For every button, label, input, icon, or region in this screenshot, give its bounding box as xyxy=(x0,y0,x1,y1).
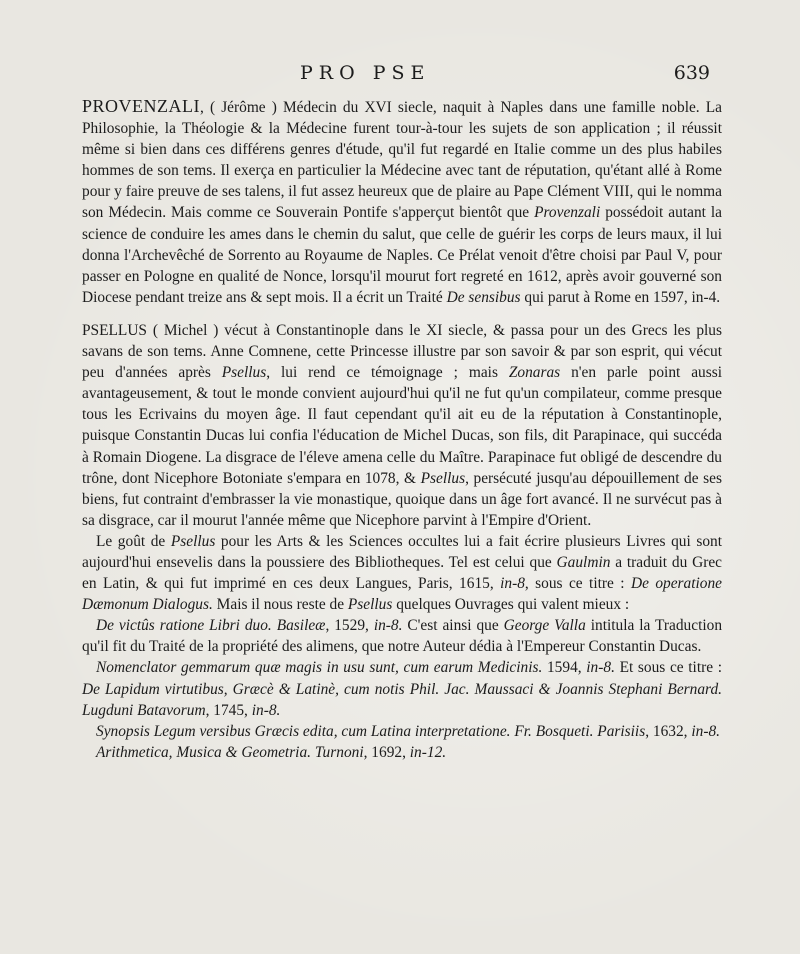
para-text: pour les Arts & les Sciences occultes lui a fait écrire plusieurs Livres qui sont aujourd'hui ensevelis dans la poussiere des Bibliotheques. Tel est celui que xyxy=(82,532,722,571)
cite-text: C'est ainsi que xyxy=(402,617,504,635)
cite-text: Et sous ce titre : xyxy=(614,659,722,677)
entry-text: , lui rend ce témoignage ; mais xyxy=(266,364,509,382)
italic-name: Provenzali xyxy=(534,204,601,222)
italic-title: De victûs ratione Libri duo. Basileæ xyxy=(96,617,326,635)
para-text: quelques Ouvrages qui valent mieux : xyxy=(392,596,630,614)
italic-title: Nomenclator gemmarum quæ magis in usu sunt, cum earum Medicinis. xyxy=(96,659,543,677)
italic-name: Psellus xyxy=(347,596,393,614)
italic-name: Psellus xyxy=(170,532,216,550)
italic-format: in-8. xyxy=(586,659,615,677)
entry-psellus xyxy=(82,320,722,531)
italic-format: in-8. xyxy=(251,701,281,719)
cite-text: intitula la Traduction qu'il fit du Traité de la propriété des alimens, que notre Auteur dédia à l'Empereur Constantin Ducas. xyxy=(82,617,723,656)
italic-format: in-8. xyxy=(373,617,403,635)
italic-name: Gaulmin xyxy=(556,553,611,571)
para-text: a traduit du Grec en Latin, & qui fut imprimé en ces deux Langues, Paris, 1615, xyxy=(82,553,722,593)
citation-victus xyxy=(82,615,722,657)
entry-text: possédoit autant la science de conduire les ames dans le chemin du salut, que celle de guérir les corps de leurs maux, il lui donna l'Archevêché de Sorrento au Royaume de Naples. Ce Prélat venoit d'être choisi par Paul V, pour passer en Pologne en qualité de Nonce, lorsqu'il mourut fort regreté en 1612, après avoir gouverné son Diocese pendant treize ans & sept mois. Il a écrit un Traité xyxy=(82,204,722,306)
italic-name: Psellus xyxy=(221,364,267,382)
citation-synopsis xyxy=(82,721,722,742)
entry-text: , persécuté jusqu'au dépouillement de ses biens, fut contraint d'embrasser la vie monastique, quoique dans un âge fort avancé. Il ne survécut pas à sa disgrace, car il mourut l'année même que Nicephore parvint à l'Empire d'Orient. xyxy=(82,469,722,529)
cite-text: , 1745, xyxy=(205,701,252,719)
entry-text: , ( Jérôme ) Médecin du XVI siecle, naquit à Naples dans une famille noble. La Philosophie, la Théologie & la Médecine furent tour-à-tour les sujets de son application ; il réussit même si bien dans ces différens genres d'étude, qu'il fut regardé en Italie comme un des plus habiles hommes de son tems. Il exerça en particulier la Médecine avec tant de réputation, qu'étant allé à Rome pour y faire preuve de ses talens, il fut assez heureux que de plaire au Pape Clément VIII, qui le nomma son Médecin. Mais comme ce Souverain Pontife s'apperçut bientôt que xyxy=(82,99,722,222)
italic-title: De operatione Dæmonum Dialogus. xyxy=(82,575,722,614)
cite-text: 1594, xyxy=(542,659,587,677)
paragraph-gout xyxy=(82,531,722,615)
para-text: Mais il nous reste de xyxy=(212,596,348,614)
para-text: Le goût de xyxy=(96,532,171,550)
citation-nomenclator xyxy=(82,657,722,720)
italic-format: in-12. xyxy=(409,743,447,761)
italic-title: De sensibus xyxy=(446,288,521,306)
italic-name: George Valla xyxy=(503,617,586,635)
entry-name: PROVENZALI xyxy=(82,96,200,116)
italic-title: Arithmetica, Musica & Geometria. Turnoni xyxy=(96,743,364,761)
entry-text: n'en parle point aussi avantageusement, & tout le monde convient aujourd'hui qu'il ne fut qu'un compilateur, comme presque tous les Ecrivains du moyen âge. Il faut cependant qu'il ait eu de la réputation à Constantinople, puisque Constantin Ducas lui confia l'éducation de Michel Ducas, son fils, dit Parapinace, qui succéda à Romain Diogene. La disgrace de l'éleve amena celle du Maître. Parapinace fut obligé de descendre du trône, dont Nicephore Botoniate s'empara en 1078, & xyxy=(82,364,722,487)
cite-text: , 1632, xyxy=(645,722,692,740)
page-number: 639 xyxy=(673,62,710,84)
cite-text: , 1529, xyxy=(325,617,374,635)
entry-provenzali xyxy=(82,96,722,308)
italic-title: De Lapidum virtutibus, Græcè & Latinè, cum notis Phil. Jac. Maussaci & Joannis Stephani Bernard. Lugduni Batavorum xyxy=(82,680,722,719)
italic-format: in-8 xyxy=(500,575,525,593)
italic-format: in-8. xyxy=(691,722,721,740)
page-header xyxy=(300,62,710,92)
italic-title: Synopsis Legum versibus Græcis edita, cum Latina interpretatione. Fr. Bosqueti. Parisiis xyxy=(96,722,646,740)
entry-name: PSELLUS xyxy=(82,321,147,339)
main-text xyxy=(82,96,722,763)
entry-text: ( Michel ) vécut à Constantinople dans le XI siecle, & passa pour un des Grecs les plus savans de son tems. Anne Comnene, cette Princesse illustre par son savoir & par son esprit, qui vécut peu d'années après xyxy=(82,321,722,382)
para-text: , sous ce titre : xyxy=(524,575,631,593)
entry-text: qui parut à Rome en 1597, in-4. xyxy=(520,288,721,306)
citation-arithmetica xyxy=(82,742,722,763)
italic-name: Psellus xyxy=(420,469,466,487)
running-title: PRO PSE xyxy=(300,62,431,84)
cite-text: , 1692, xyxy=(363,743,410,761)
italic-name: Zonaras xyxy=(508,364,561,382)
